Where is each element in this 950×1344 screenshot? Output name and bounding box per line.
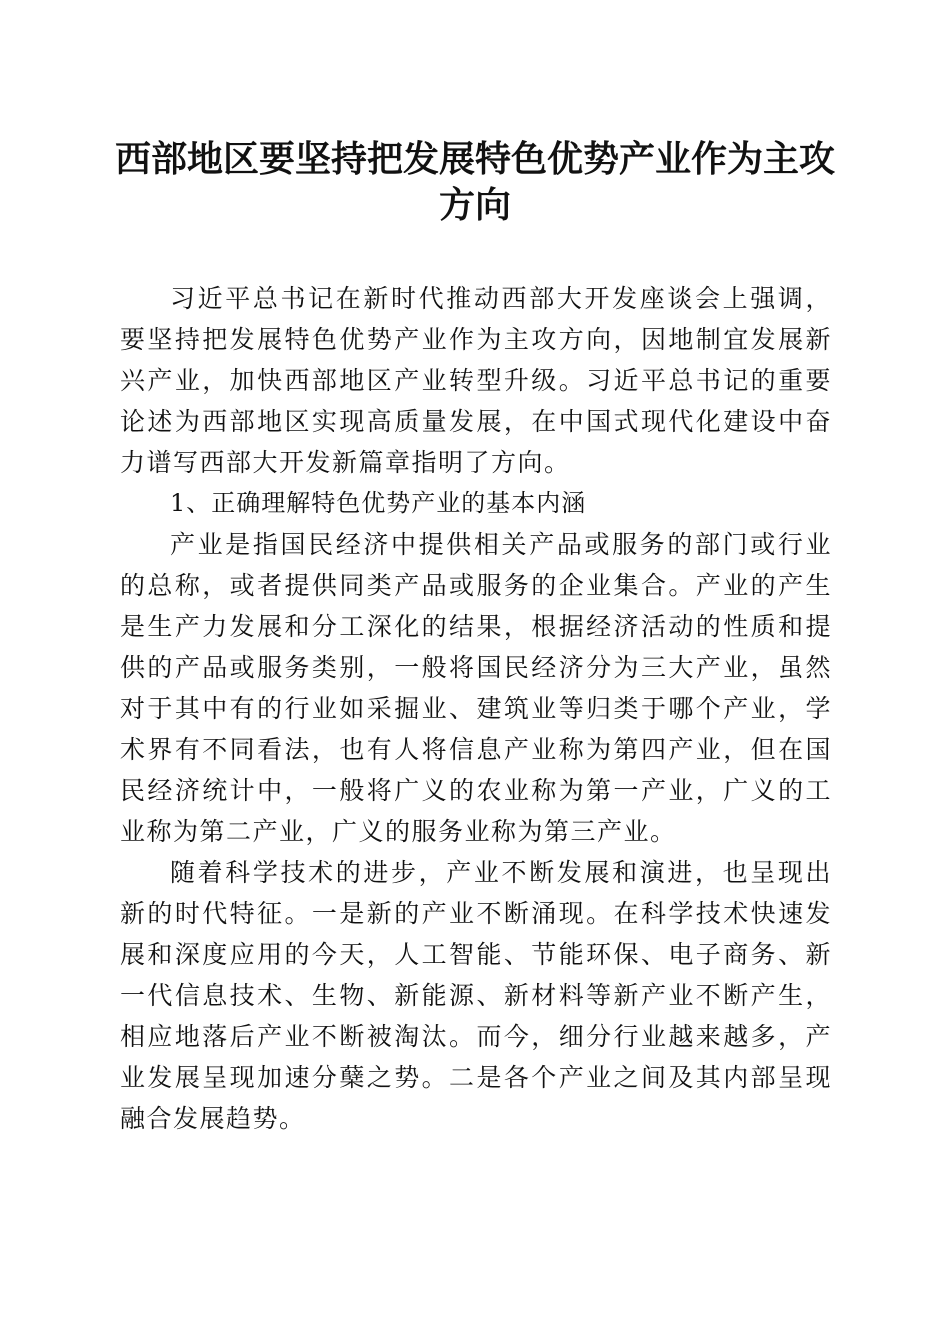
industry-evolution-paragraph: 随着科学技术的进步，产业不断发展和演进，也呈现出新的时代特征。一是新的产业不断涌现。在科学技术快速发展和深度应用的今天，人工智能、节能环保、电子商务、新一代信息技术、生物、新能源、新材料等新产业不断产生，相应地落后产业不断被淘汰。而今，细分行业越来越多，产业发展呈现加速分蘖之势。二是各个产业之间及其内部呈现融合发展趋势。	[120, 858, 832, 1133]
document-body	[120, 278, 832, 1139]
section-heading: 1、正确理解特色优势产业的基本内涵	[170, 489, 587, 517]
industry-definition-paragraph: 产业是指国民经济中提供相关产品或服务的部门或行业的总称，或者提供同类产品或服务的企业集合。产业的产生是生产力发展和分工深化的结果，根据经济活动的性质和提供的产品或服务类别，一般将国民经济分为三大产业，虽然对于其中有的行业如采掘业、建筑业等归类于哪个产业，学术界有不同看法，也有人将信息产业称为第四产业，但在国民经济统计中，一般将广义的农业称为第一产业，广义的工业称为第二产业，广义的服务业称为第三产业。	[120, 530, 832, 846]
document-title: 西部地区要坚持把发展特色优势产业作为主攻方向	[114, 138, 835, 226]
intro-paragraph: 习近平总书记在新时代推动西部大开发座谈会上强调，要坚持把发展特色优势产业作为主攻方向，因地制宜发展新兴产业，加快西部地区产业转型升级。习近平总书记的重要论述为西部地区实现高质量发展，在中国式现代化建设中奋力谱写西部大开发新篇章指明了方向。	[120, 284, 832, 477]
